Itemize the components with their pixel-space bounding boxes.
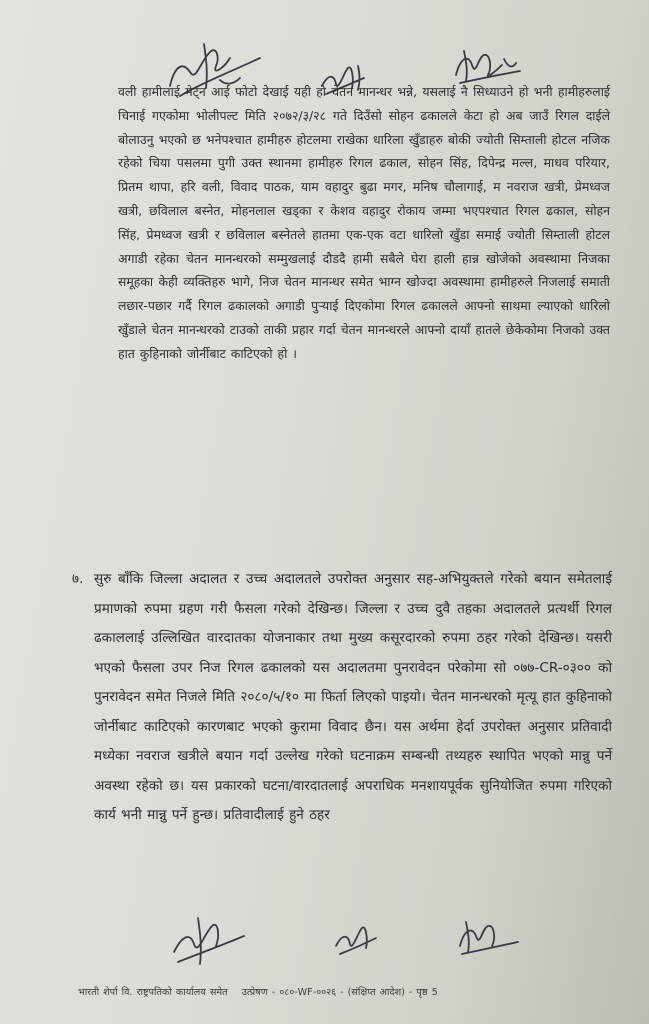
signature-bottom-left <box>168 912 248 970</box>
footer-case-reference: उत्प्रेषण - ०८०-WF-००२६ - (संक्षिप्त आदेश) - पृष्ठ 5 <box>241 987 438 998</box>
page-footer <box>78 985 618 998</box>
body-paragraph: वली हामीलाई मेट्न आई फोटो देखाई यही हो चेतन मानन्धर भन्ने, यसलाई नै सिध्याउने हो भनी हामीहरुलाई चिनाई गएकोमा भोलीपल्ट मिति २०७२/३/२८ गते दिउँसो सोहन ढकालले केटा हो अब जाउँ रिगल दाईले बोलाउनु भएको छ भनेपश्चात हामीहरु होटलमा राखेका धारिला खुँडाहरु बोकी ज्योती सिम्ताली होटल नजिक रहेको चिया पसलमा पुगी उक्त स्थानमा हामीहरु रिगल ढकाल, सोहन सिंह, दिपेन्द्र मल्ल, माधव परियार, प्रितम थापा, हरि वली, विवाद पाठक, याम वहादुर बुढा मगर, मनिष चौलागाई, म नवराज खत्री, प्रेमध्वज खत्री, छविलाल बस्नेत, मोहनलाल खड्का र केशव वहादुर रोकाय जम्मा भएपश्चात रिगल ढकाल, सोहन सिंह, प्रेमध्वज खत्री र छविलाल बस्नेतले हातमा एक-एक वटा धारिलो खुँडा समाई ज्योती सिम्ताली होटल अगाडी रहेका चेतन मानन्धरको सम्मुखलाई दौडदै हामी सबैले घेरा हाली हान्न खोजेको अवस्थामा निजका समूहका केही व्यक्तिहरु भागे, निज चेतन मानन्धर समेत भाग्न खोज्दा अवस्थामा हामीहरुले निजलाई समाती लछार-पछार गर्दै रिगल ढकालको अगाडी पुऱ्याई दिएकोमा रिगल ढकालले आफ्नो साथमा ल्याएको धारिलो खुँडाले चेतन मानन्धरको टाउको ताकी प्रहार गर्दा चेतन मानन्धरले आफ्नो दायाँ हातले छेकेकोमा निजको उक्त हात कुहिनाको जोर्नीबाट काटिएको हो । <box>118 84 610 361</box>
point-7-section <box>72 565 612 831</box>
point-number: ७. <box>72 571 84 587</box>
point-7-paragraph: सुरु बाँकि जिल्ला अदालत र उच्च अदालतले उपरोक्त अनुसार सह-अभियुक्तले गरेको बयान समेतलाई प्रमाणको रुपमा ग्रहण गरी फैसला गरेको देखिन्छ। जिल्ला र उच्च दुवै तहका अदालतले प्रत्यर्थी रिगल ढकाललाई उल्लिखित वारदातका योजनाकार तथा मुख्य कसूरदारको रुपमा ठहर गरेको देखिन्छ। यसरी भएको फैसला उपर निज रिगल ढकालको यस अदालतमा पुनरावेदन परेकोमा सो ०७७-CR-०३०० को पुनरावेदन समेत निजले मिति २०८०/५/१० मा फिर्ता लिएको पाइयो। चेतन मानन्धरको मृत्यू हात कुहिनाको जोर्नीबाट काटिएको कारणबाट भएको कुरामा विवाद छैन। यस अर्थमा हेर्दा उपरोक्त अनुसार प्रतिवादी मध्येका नवराज खत्रीले बयान गर्दा उल्लेख गरेको घटनाक्रम सम्बन्धी तथ्यहरु स्थापित भएको मान्नु पर्ने अवस्था रहेको छ। यस प्रकारको घटना/वारदातलाई अपराधिक मनशायपूर्वक सुनियोजित रुपमा गरिएको कार्य भनी मान्नु पर्ने हुन्छ। प्रतिवादीलाई हुने ठहर <box>94 571 612 823</box>
footer-parties: भारती शेर्पा वि. राष्ट्रपतिको कार्यालय समेत <box>78 987 228 998</box>
signature-bottom-middle <box>332 922 380 958</box>
signature-bottom-right <box>452 918 522 960</box>
body-paragraph-block <box>118 80 610 366</box>
